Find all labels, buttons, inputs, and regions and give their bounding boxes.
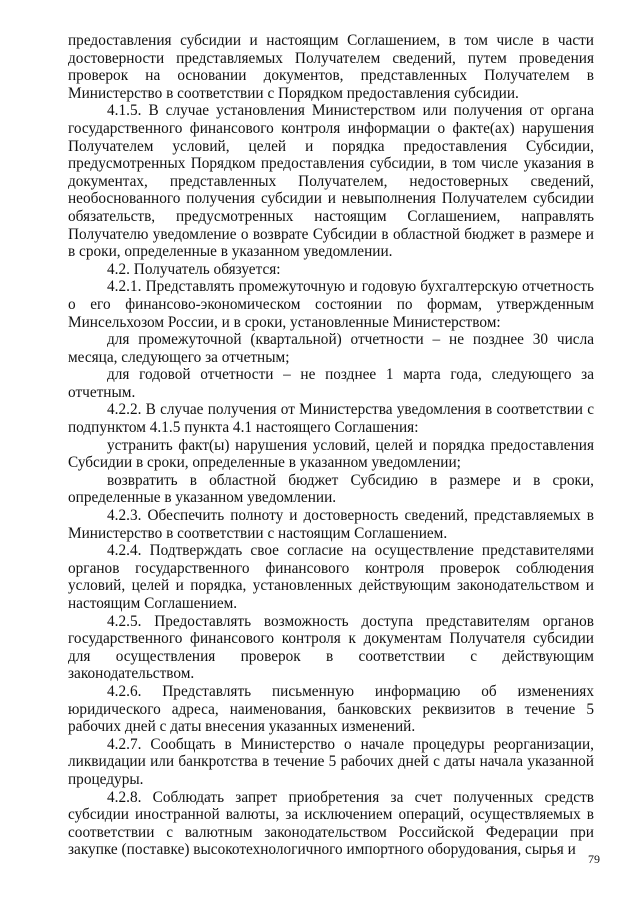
paragraph-4-2-3: 4.2.3. Обеспечить полноту и достоверность сведений, представляемых в Министерство в соответствии с настоящим Соглашением. bbox=[68, 507, 594, 542]
page-number: 79 bbox=[588, 852, 600, 866]
paragraph-4-2-4: 4.2.4. Подтверждать свое согласие на осуществление представителями органов государственного финансового контроля проверок соблюдения условий, целей и порядка, установленных действующим законодательством и настоящим Соглашением. bbox=[68, 542, 594, 612]
paragraph-eliminate-violations: устранить факт(ы) нарушения условий, целей и порядка предоставления Субсидии в сроки, определенные в указанном уведомлении; bbox=[68, 436, 594, 472]
paragraph-quarterly-reporting: для промежуточной (квартальной) отчетности – не позднее 30 числа месяца, следующего за отчетным; bbox=[68, 331, 594, 366]
paragraph-4-2-7: 4.2.7. Сообщать в Министерство о начале процедуры реорганизации, ликвидации или банкротства в течение 5 рабочих дней с даты начала указанной процедуры. bbox=[68, 735, 594, 788]
paragraph-4-2-8: 4.2.8. Соблюдать запрет приобретения за счет полученных средств субсидии иностранной валюты, за исключением операций, осуществляемых в соответствии с валютным законодательством Российской Федерации при закупке (поставке) высокотехнологичного импортного оборудования, сырья и bbox=[68, 788, 594, 859]
paragraph-4-2: 4.2. Получатель обязуется: bbox=[107, 260, 281, 278]
paragraph-4-2-5: 4.2.5. Предоставлять возможность доступа представителям органов государственного финансового контроля к документам Получателя субсидии для осуществления проверок в соответствии с действующим законодательством. bbox=[68, 612, 594, 683]
paragraph-4-2-6: 4.2.6. Представлять письменную информацию об изменениях юридического адреса, наименования, банковских реквизитов в течение 5 рабочих дней с даты внесения указанных изменений. bbox=[68, 682, 594, 736]
paragraph-4-2-2: 4.2.2. В случае получения от Министерства уведомления в соответствии с подпунктом 4.1.5 пункта 4.1 настоящего Соглашения: bbox=[68, 401, 594, 437]
document-body bbox=[68, 32, 594, 859]
paragraph-continuation: предоставления субсидии и настоящим Соглашением, в том числе в части достоверности представляемых Получателем сведений, путем проведения проверок на основании документов, представленных Получателем в Министерство в соответствии с Порядком предоставления субсидии. bbox=[68, 32, 594, 102]
paragraph-4-1-5: 4.1.5. В случае установления Министерством или получения от органа государственного финансового контроля информации о факте(ах) нарушения Получателем условий, целей и порядка предоставления Субсидии, предусмотренных Порядком предоставления субсидии, в том числе указания в документах, представленных Получателем, недостоверных сведений, необоснованного получения субсидии и невыполнения Получателем субсидии обязательств, предусмотренных настоящим Соглашением, направлять Получателю уведомление о возврате Субсидии в областной бюджет в размере и в сроки, определенные в указанном уведомлении. bbox=[68, 102, 594, 261]
paragraph-annual-reporting: для годовой отчетности – не позднее 1 марта года, следующего за отчетным. bbox=[68, 366, 594, 401]
paragraph-4-2-1: 4.2.1. Представлять промежуточную и годовую бухгалтерскую отчетность о его финансово-экономическом состоянии по формам, утвержденным Минсельхозом России, и в сроки, установленные Министерством: bbox=[68, 278, 594, 331]
paragraph-return-subsidy: возвратить в областной бюджет Субсидию в размере и в сроки, определенные в указанном уведомлении. bbox=[68, 471, 594, 507]
